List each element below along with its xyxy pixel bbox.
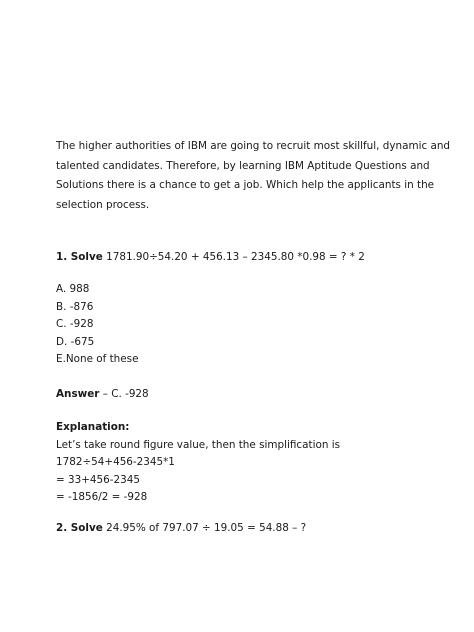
explanation-label: Explanation: [56, 421, 130, 433]
option-d: D. -675 [56, 335, 95, 348]
intro-line: talented candidates. Therefore, by learning IBM Aptitude Questions and [56, 159, 430, 172]
answer-label: Answer [56, 388, 100, 400]
intro-line: Solutions there is a chance to get a job. Which help the applicants in the [56, 179, 435, 191]
question-2 [56, 520, 306, 537]
option-e: E.None of these [56, 353, 139, 366]
question-1 [56, 249, 365, 266]
intro-line: selection process. [56, 198, 150, 211]
option-b: B. -876 [56, 300, 94, 313]
option-c: C. -928 [56, 318, 94, 331]
question-1-text: 1781.90÷54.20 + 456.13 – 2345.80 *0.98 = ? * 2 [102, 251, 365, 263]
option-a: A. 988 [56, 283, 90, 295]
explanation-line: = 33+456-2345 [56, 473, 140, 486]
question-1-options [56, 281, 138, 369]
explanation-line: 1782÷54+456-2345*1 [56, 456, 175, 469]
question-1-label: 1. Solve [56, 251, 103, 263]
question-2-text: 24.95% of 797.07 ÷ 19.05 = 54.88 – ? [102, 522, 307, 534]
question-1-explanation [56, 419, 340, 507]
answer-text: – C. -928 [99, 388, 149, 400]
explanation-line: Let’s take round figure value, then the simplification is [56, 438, 341, 451]
question-2-label: 2. Solve [56, 522, 103, 534]
question-1-answer [56, 386, 149, 403]
intro-paragraph [56, 137, 451, 215]
intro-line: The higher authorities of IBM are going to recruit most skillful, dynamic and [56, 140, 451, 152]
explanation-line: = -1856/2 = -928 [56, 491, 148, 504]
